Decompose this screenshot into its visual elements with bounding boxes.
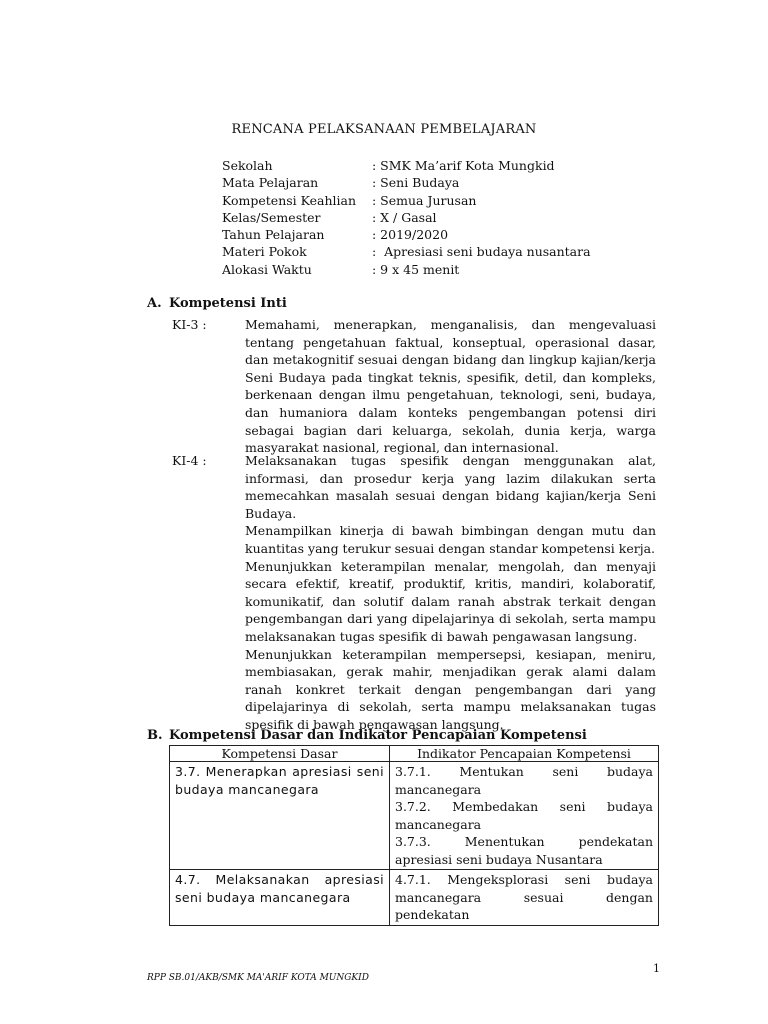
- indicator-item: 4.7.1. Mengeksplorasi seni budaya mancanegara sesuai dengan pendekatan: [395, 872, 653, 922]
- section-letter: B.: [147, 728, 163, 743]
- ki-paragraph: Menunjukkan keterampilan menalar, mengolah, dan menyaji secara efektif, kreatif, produktif, kritis, mandiri, kolaboratif, komunikatif, dan solutif dalam ranah abstrak terkait dengan pengembangan dari yang dipelajarinya di sekolah, serta mampu melaksanakan tugas spesifik di bawah pengawasan langsung.: [245, 558, 656, 644]
- indicator-item: 3.7.2. Membedakan seni budaya mancanegara: [395, 799, 653, 832]
- page-number: 1: [653, 962, 660, 975]
- info-row-mata-pelajaran: [222, 174, 591, 191]
- ki-code: KI-4 :: [172, 453, 207, 468]
- info-value: : X / Gasal: [372, 209, 437, 225]
- identity-block: [222, 157, 591, 278]
- section-a-heading: [147, 296, 287, 311]
- indicator-cell: [390, 762, 659, 870]
- ki-paragraph: Menampilkan kinerja di bawah bimbingan dengan mutu dan kuantitas yang terukur sesuai dengan standar kompetensi kerja.: [245, 523, 656, 556]
- info-row-tahun-pelajaran: [222, 226, 591, 243]
- footer-text: RPP SB.01/AKB/SMK MA'ARIF KOTA MUNGKID: [147, 973, 369, 983]
- info-value: : 2019/2020: [372, 227, 449, 243]
- info-label: Tahun Pelajaran: [222, 227, 325, 243]
- kd-cell: 3.7. Menerapkan apresiasi seni budaya mancanegara: [170, 762, 390, 870]
- info-label: Materi Pokok: [222, 244, 307, 260]
- kd-cell: 4.7. Melaksanakan apresiasi seni budaya mancanegara: [170, 870, 390, 926]
- info-label: Mata Pelajaran: [222, 175, 319, 191]
- ki-code: KI-3 :: [172, 317, 207, 332]
- ki-3-block: [172, 316, 656, 457]
- section-title: Kompetensi Dasar dan Indikator Pencapaian Kompetensi: [169, 728, 587, 743]
- section-title: Kompetensi Inti: [169, 296, 287, 311]
- info-row-sekolah: [222, 157, 591, 174]
- column-header: Kompetensi Dasar: [170, 746, 390, 762]
- table-row: [170, 870, 659, 926]
- info-label: Alokasi Waktu: [222, 261, 312, 277]
- info-row-kelas-semester: [222, 209, 591, 226]
- info-value: : Semua Jurusan: [372, 192, 477, 208]
- info-value: : 9 x 45 menit: [372, 261, 460, 277]
- table-row: [170, 762, 659, 870]
- info-value: : Apresiasi seni budaya nusantara: [372, 244, 591, 260]
- info-row-kompetensi-keahlian: [222, 192, 591, 209]
- section-letter: A.: [147, 296, 162, 311]
- section-b-heading: [147, 728, 587, 743]
- table-header-row: [170, 746, 659, 762]
- ki-paragraph: Menunjukkan keterampilan mempersepsi, kesiapan, meniru, membiasakan, gerak mahir, menjadikan gerak alami dalam ranah konkret terkait dengan pengembangan dari yang dipelajarinya di sekolah, serta mampu melaksanakan tugas spesifik di bawah pengawasan langsung.: [245, 646, 656, 732]
- indicator-item: 3.7.3. Menentukan pendekatan apresiasi seni budaya Nusantara: [395, 834, 653, 867]
- ki-text: Memahami, menerapkan, menganalisis, dan mengevaluasi tentang pengetahuan faktual, konseptual, operasional dasar, dan metakognitif sesuai dengan bidang dan lingkup kajian/kerja Seni Budaya pada tingkat teknis, spesifik, detil, dan kompleks, berkenaan dengan ilmu pengetahuan, teknologi, seni, budaya, dan humaniora dalam konteks pengembangan potensi diri sebagai bagian dari keluarga, sekolah, dunia kerja, warga masyarakat nasional, regional, dan internasional.: [245, 317, 656, 456]
- info-row-alokasi-waktu: [222, 261, 591, 278]
- indicator-cell: [390, 870, 659, 926]
- kd-table: [169, 745, 659, 926]
- ki-paragraph: Melaksanakan tugas spesifik dengan menggunakan alat, informasi, dan prosedur kerja yang lazim dilakukan serta memecahkan masalah sesuai dengan bidang kajian/kerja Seni Budaya.: [245, 453, 656, 521]
- info-value: : SMK Ma’arif Kota Mungkid: [372, 158, 555, 173]
- info-row-materi-pokok: [222, 243, 591, 260]
- ki-4-block: [172, 452, 656, 734]
- info-label: Kompetensi Keahlian: [222, 192, 357, 208]
- info-value: : Seni Budaya: [372, 175, 460, 191]
- column-header: Indikator Pencapaian Kompetensi: [390, 746, 659, 762]
- document-title: RENCANA PELAKSANAAN PEMBELAJARAN: [231, 122, 537, 137]
- info-label: Kelas/Semester: [222, 209, 321, 225]
- info-label: Sekolah: [222, 158, 273, 173]
- indicator-item: 3.7.1. Mentukan seni budaya mancanegara: [395, 764, 653, 797]
